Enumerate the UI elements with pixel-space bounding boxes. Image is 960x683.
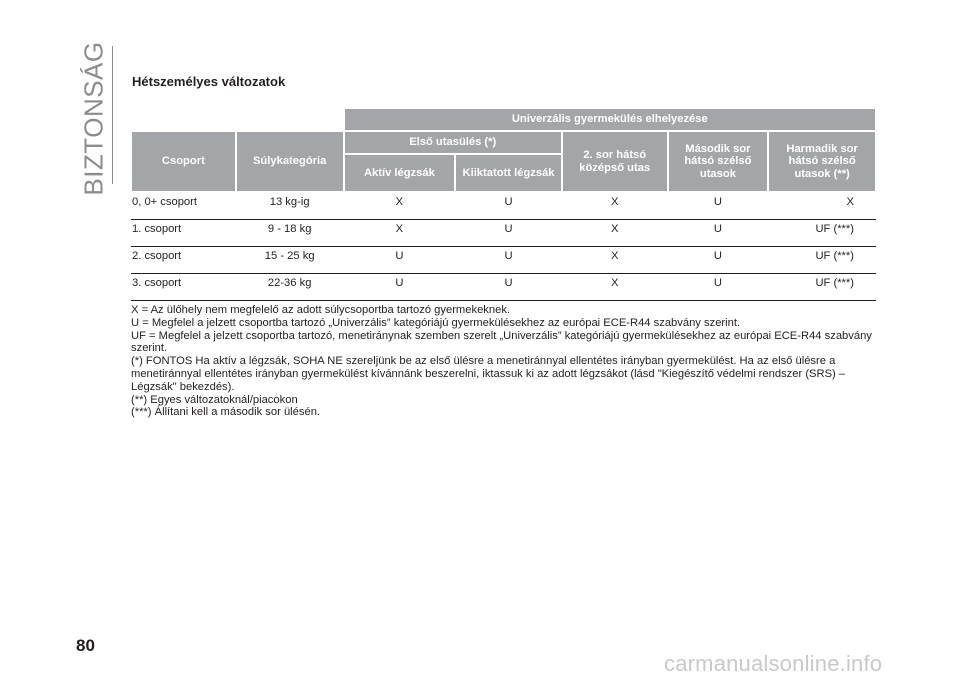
page-heading: Hétszemélyes változatok bbox=[132, 74, 286, 89]
cell-front-off: U bbox=[455, 247, 562, 274]
cell-row3-side: X bbox=[768, 192, 876, 220]
cell-group: 0, 0+ csoport bbox=[131, 192, 236, 220]
cell-row2-center: X bbox=[562, 274, 668, 301]
cell-weight: 15 - 25 kg bbox=[236, 247, 344, 274]
cell-row2-side: U bbox=[668, 220, 769, 247]
cell-group: 3. csoport bbox=[131, 274, 236, 301]
table-footnotes bbox=[131, 304, 883, 419]
child-seat-table bbox=[130, 109, 877, 301]
cell-row2-side: U bbox=[668, 247, 769, 274]
page-number: 80 bbox=[76, 636, 95, 655]
section-title: BIZTONSÁG bbox=[78, 40, 109, 196]
header-row3-side: Harmadik sor hátsó szélső utasok (**) bbox=[768, 131, 876, 192]
cell-row3-side: UF (***) bbox=[768, 247, 876, 274]
note-adjust-seat: (***) Állítani kell a második sor ülésén. bbox=[131, 406, 321, 419]
cell-row2-center: X bbox=[562, 192, 668, 220]
cell-weight: 9 - 18 kg bbox=[236, 220, 344, 247]
cell-front-active: U bbox=[344, 247, 456, 274]
cell-row2-side: U bbox=[668, 192, 769, 220]
cell-group: 1. csoport bbox=[131, 220, 236, 247]
header-airbag-deactivated: Kiiktatott légzsák bbox=[455, 154, 562, 192]
cell-front-active: X bbox=[344, 220, 456, 247]
cell-group: 2. csoport bbox=[131, 247, 236, 274]
header-weight-category: Súlykategória bbox=[236, 131, 344, 192]
cell-front-active: U bbox=[344, 274, 456, 301]
note-u: U = Megfelel a jelzett csoportba tartozó „Univerzális” kategóriájú gyermekülésekhez az európai ECE-R44 szabvány szerint. bbox=[131, 316, 741, 329]
table-row bbox=[131, 192, 876, 220]
note-important-airbag: (*) FONTOS Ha aktív a légzsák, SOHA NE szereljünk be az első ülésre a menetiránnyal ellentétes irányban gyermekülést. Ha az első ülésre a menetiránnyal ellentétes irányban gyermekülést kívánnánk beszerelni, iktassuk ki az adott légzsákot (lásd "Kiegészítő védelmi rendszer (SRS) – Légzsák" bekezdés). bbox=[131, 355, 846, 393]
cell-row3-side: UF (***) bbox=[768, 220, 876, 247]
cell-row3-side: UF (***) bbox=[768, 274, 876, 301]
cell-weight: 13 kg-ig bbox=[236, 192, 344, 220]
header-front-passenger-seat: Első utasülés (*) bbox=[344, 131, 562, 154]
watermark: carmanualsonline.info bbox=[664, 651, 883, 676]
note-versions: (**) Egyes változatoknál/piacokon bbox=[131, 393, 298, 406]
header-airbag-active: Aktív légzsák bbox=[344, 154, 456, 192]
cell-row2-side: U bbox=[668, 274, 769, 301]
note-x: X = Az ülőhely nem megfelelő az adott súlycsoportba tartozó gyermekeknek. bbox=[131, 304, 511, 316]
cell-weight: 22-36 kg bbox=[236, 274, 344, 301]
note-uf: UF = Megfelel a jelzett csoportba tartozó, menetiránynak szemben szerelt „Univerzális” kategóriájú gyermekülésekhez az európai ECE-R44 szabvány szerint. bbox=[131, 329, 872, 355]
cell-front-active: X bbox=[344, 192, 456, 220]
cell-front-off: U bbox=[455, 192, 562, 220]
cell-front-off: U bbox=[455, 220, 562, 247]
header-group: Csoport bbox=[131, 131, 236, 192]
cell-row2-center: X bbox=[562, 247, 668, 274]
header-row2-center: 2. sor hátsó középső utas bbox=[562, 131, 668, 192]
section-divider bbox=[112, 46, 113, 184]
header-row2-side: Második sor hátsó szélső utasok bbox=[668, 131, 769, 192]
table-row bbox=[131, 220, 876, 247]
table-row bbox=[131, 274, 876, 301]
table-row bbox=[131, 247, 876, 274]
cell-row2-center: X bbox=[562, 220, 668, 247]
header-universal-placement: Univerzális gyermekülés elhelyezése bbox=[344, 109, 876, 131]
cell-front-off: U bbox=[455, 274, 562, 301]
